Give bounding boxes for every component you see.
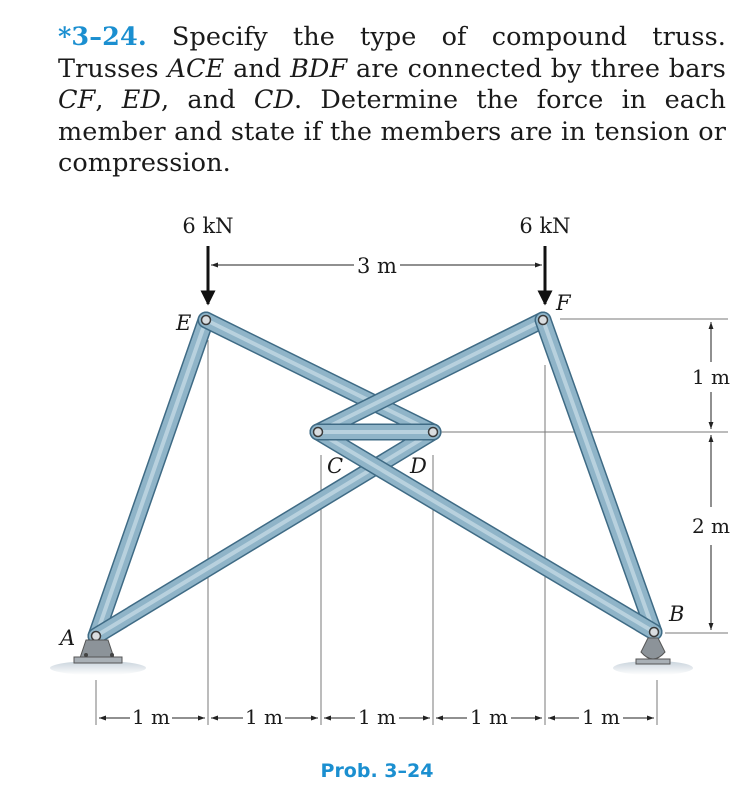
dim-label-right-2: 2 m xyxy=(691,514,731,538)
dim-label-bottom-3: 1 m xyxy=(357,705,397,729)
joint-label-a: A xyxy=(60,626,76,650)
dim-label-bottom-4: 1 m xyxy=(469,705,509,729)
pin-d xyxy=(429,428,438,437)
dim-label-bottom-2: 1 m xyxy=(244,705,284,729)
load-label-e: 6 kN xyxy=(182,214,234,238)
dim-label-top: 3 m xyxy=(357,254,397,278)
rocker-support-b xyxy=(636,638,670,664)
pin-f xyxy=(539,316,548,325)
pin-c xyxy=(314,428,323,437)
member-ed xyxy=(206,320,433,432)
member-bc xyxy=(318,432,654,632)
figure-caption: Prob. 3–24 xyxy=(320,760,434,782)
joint-label-f: F xyxy=(556,291,571,315)
joint-label-e: E xyxy=(176,311,192,335)
joint-label-b: B xyxy=(669,602,685,626)
pin-b xyxy=(650,628,659,637)
truss-members xyxy=(96,320,654,636)
pin-e xyxy=(202,316,211,325)
problem-statement: *3–24. Specify the type of compound truss. Trusses ACE and BDF are connected by three bars CF, ED, and CD. Determine the force in each member and state if the members are in tension or compression. xyxy=(58,22,726,178)
joint-label-c: C xyxy=(327,454,344,478)
dim-label-bottom-1: 1 m xyxy=(131,705,171,729)
problem-number: *3–24. xyxy=(58,22,147,52)
dim-label-bottom-5: 1 m xyxy=(581,705,621,729)
pin-a xyxy=(92,632,101,641)
load-label-f: 6 kN xyxy=(519,214,571,238)
member-cf xyxy=(318,320,543,432)
dim-label-right-1: 1 m xyxy=(691,365,731,389)
pin-support-a xyxy=(74,640,122,663)
joint-label-d: D xyxy=(410,454,427,478)
